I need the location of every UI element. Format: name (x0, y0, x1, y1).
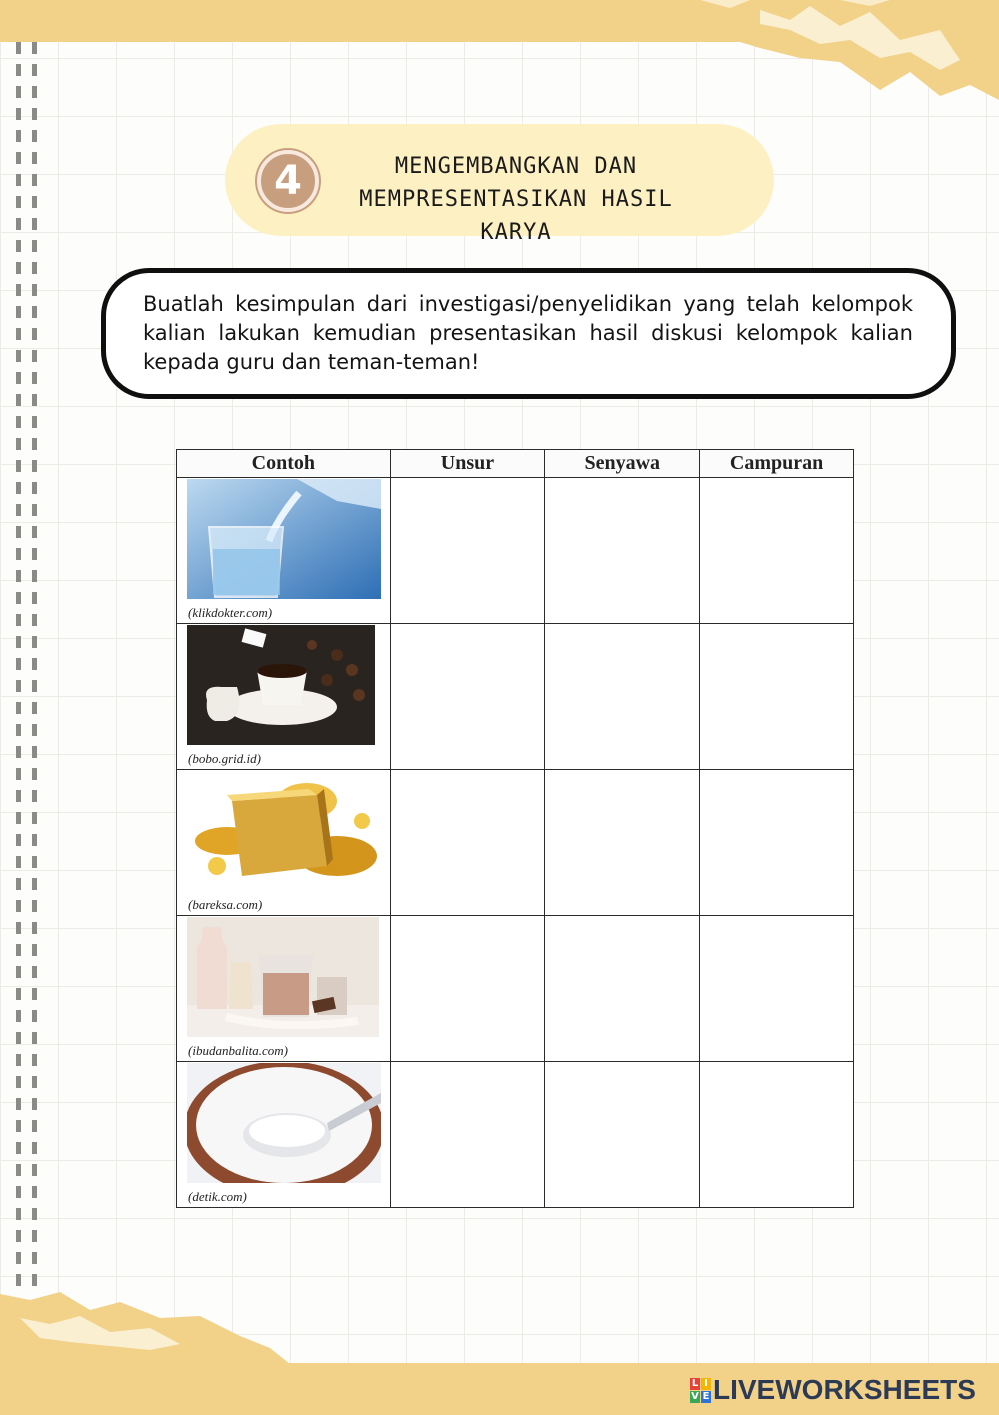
sugar-bowl-image (187, 1063, 381, 1183)
header-contoh: Contoh (177, 450, 391, 478)
bottom-brush-decoration (0, 1288, 290, 1368)
image-credit: (bareksa.com) (188, 897, 263, 912)
example-cell (177, 770, 391, 916)
campuran-cell[interactable] (700, 1062, 854, 1208)
campuran-cell[interactable] (700, 624, 854, 770)
image-credit: (detik.com) (188, 1189, 247, 1204)
example-cell (177, 624, 391, 770)
header-campuran: Campuran (700, 450, 854, 478)
logo-mark-letter: L (691, 1377, 699, 1389)
binding-dashes-right (32, 42, 37, 1292)
header-unsur: Unsur (390, 450, 545, 478)
logo-mark-letter: V (691, 1390, 699, 1402)
page-title (320, 150, 712, 245)
unsur-cell[interactable] (390, 770, 545, 916)
table-row (177, 624, 854, 770)
title-line-2: MEMPRESENTASIKAN HASIL KARYA (359, 187, 673, 245)
table-row (177, 1062, 854, 1208)
classification-table (176, 449, 854, 1208)
unsur-cell[interactable] (390, 916, 545, 1062)
table-header-row (177, 450, 854, 478)
campuran-cell[interactable] (700, 770, 854, 916)
liveworksheets-logo[interactable] (690, 1374, 976, 1406)
table-row (177, 916, 854, 1062)
table-row (177, 770, 854, 916)
step-number-badge: 4 (257, 150, 319, 212)
unsur-cell[interactable] (390, 624, 545, 770)
logo-mark-icon (690, 1378, 711, 1403)
senyawa-cell[interactable] (545, 770, 700, 916)
header-senyawa: Senyawa (545, 450, 700, 478)
senyawa-cell[interactable] (545, 624, 700, 770)
example-cell (177, 916, 391, 1062)
table-row (177, 478, 854, 624)
logo-mark-letter: I (701, 1378, 711, 1390)
binding-dashes-left (16, 42, 21, 1292)
image-credit: (klikdokter.com) (188, 605, 273, 620)
image-credit: (bobo.grid.id) (188, 751, 261, 766)
top-brush-decoration (640, 0, 999, 110)
image-credit: (ibudanbalita.com) (188, 1043, 289, 1058)
gold-bar-image (187, 771, 381, 891)
logo-text: LIVEWORKSHEETS (713, 1374, 976, 1405)
senyawa-cell[interactable] (545, 1062, 700, 1208)
water-glass-image (187, 479, 381, 599)
campuran-cell[interactable] (700, 478, 854, 624)
campuran-cell[interactable] (700, 916, 854, 1062)
title-line-1: MENGEMBANGKAN DAN (394, 154, 638, 179)
chocolate-milk-image (187, 917, 379, 1037)
senyawa-cell[interactable] (545, 916, 700, 1062)
example-cell (177, 478, 391, 624)
senyawa-cell[interactable] (545, 478, 700, 624)
instruction-text: Buatlah kesimpulan dari investigasi/penyelidikan yang telah kelompok kalian lakukan kemudian presentasikan hasil diskusi kelompok kalian kepada guru dan teman-teman! (143, 292, 913, 374)
unsur-cell[interactable] (390, 478, 545, 624)
coffee-milk-image (187, 625, 375, 745)
logo-mark-letter: E (702, 1390, 710, 1402)
unsur-cell[interactable] (390, 1062, 545, 1208)
example-cell (177, 1062, 391, 1208)
